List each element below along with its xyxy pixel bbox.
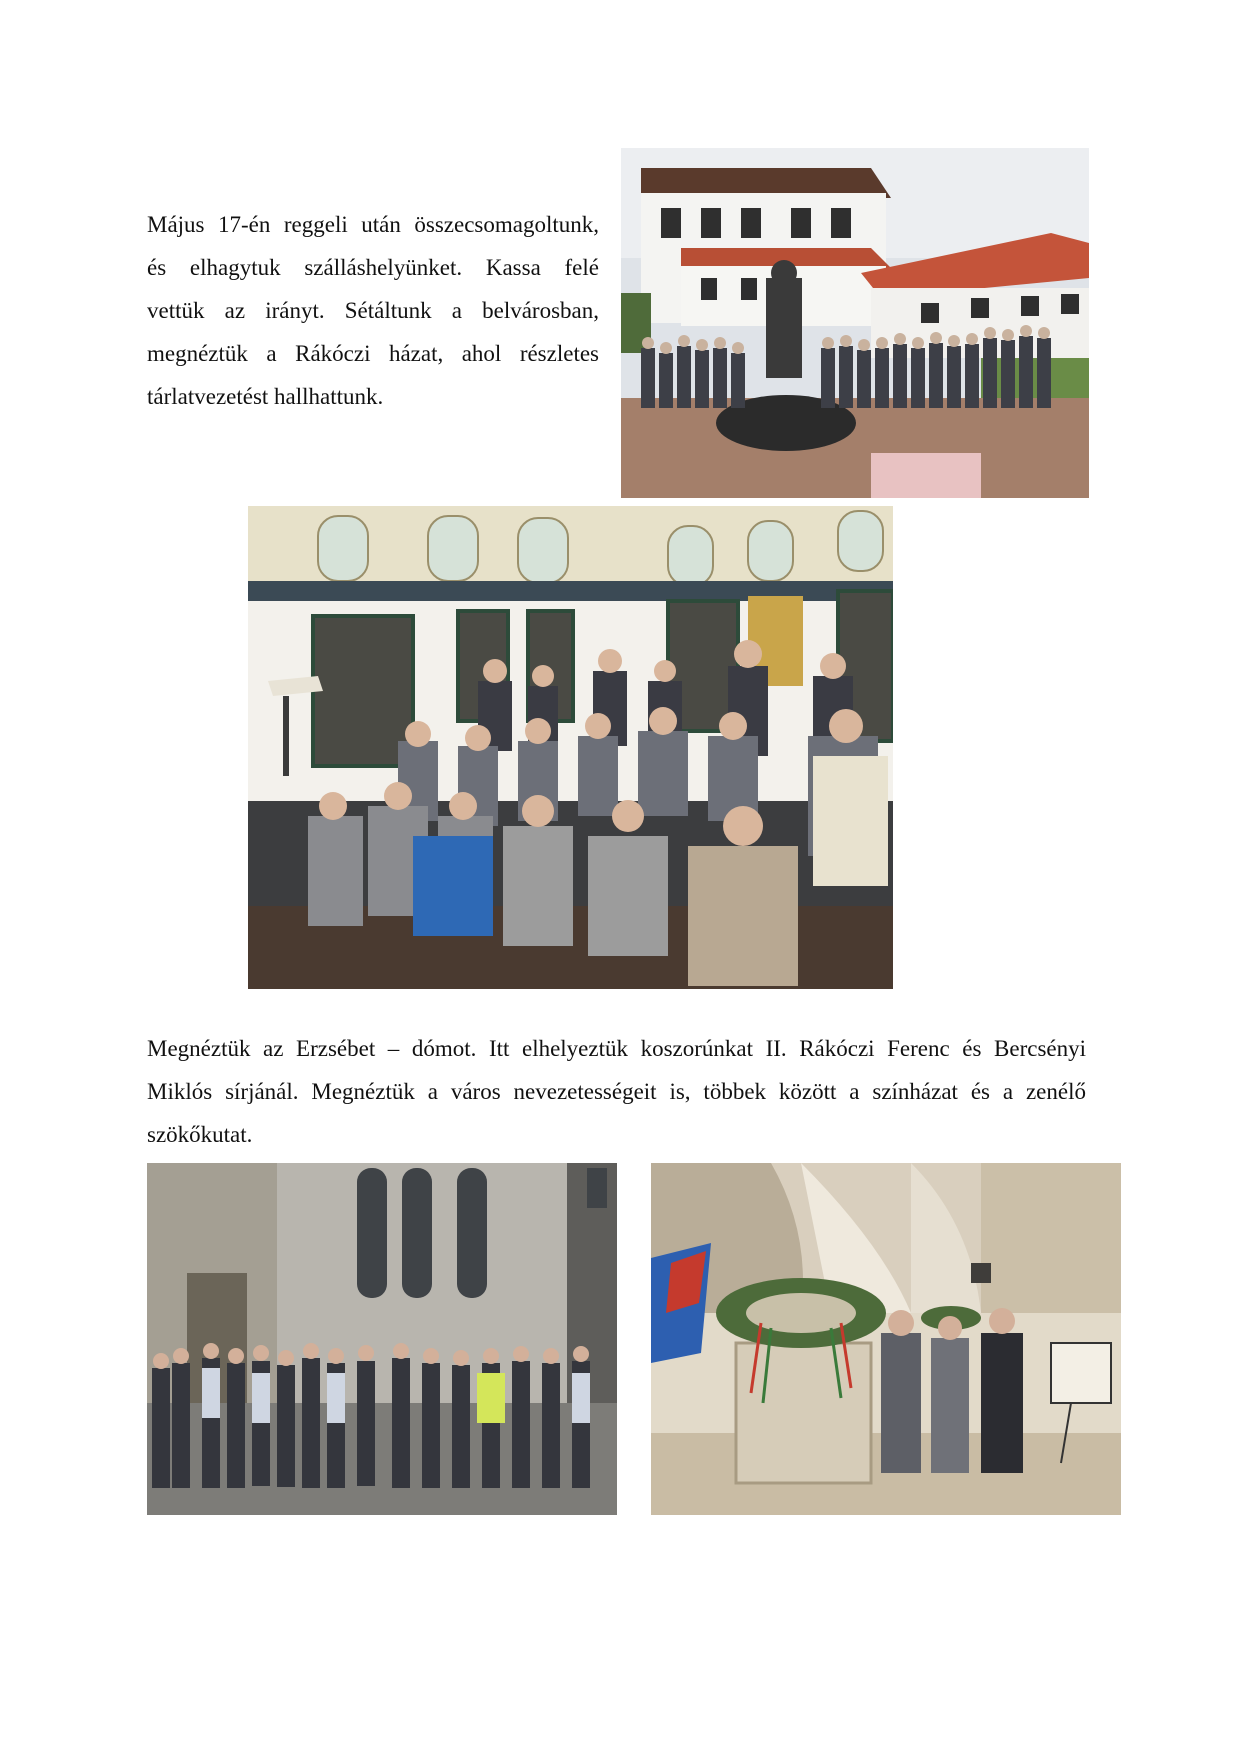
paragraph-line: szökőkutat. [147, 1122, 253, 1147]
photo-cathedral [147, 1163, 617, 1515]
photo-rakoczi-house [621, 148, 1089, 498]
photo-crypt [651, 1163, 1121, 1515]
paragraph-line: és elhagytuk szálláshelyünket. Kassa felé [147, 255, 599, 280]
paragraph-line: Miklós sírjánál. Megnéztük a város nevezetességeit is, többek között a színházat és a zenélő [147, 1079, 1086, 1104]
paragraph-line: Május 17-én reggeli után összecsomagoltunk, [147, 212, 599, 237]
paragraph-line: tárlatvezetést hallhattunk. [147, 384, 384, 409]
paragraph-line: Megnéztük az Erzsébet – dómot. Itt elhelyeztük koszorúnkat II. Rákóczi Ferenc és Bercsényi [147, 1036, 1086, 1061]
paragraph-cathedral [147, 1027, 1086, 1156]
paragraph-rakoczi-house [147, 203, 599, 418]
paragraph-line: megnéztük a Rákóczi házat, ahol részletes [147, 341, 599, 366]
photo-museum-interior [248, 506, 893, 989]
paragraph-line: vettük az irányt. Sétáltunk a belvárosban, [147, 298, 599, 323]
